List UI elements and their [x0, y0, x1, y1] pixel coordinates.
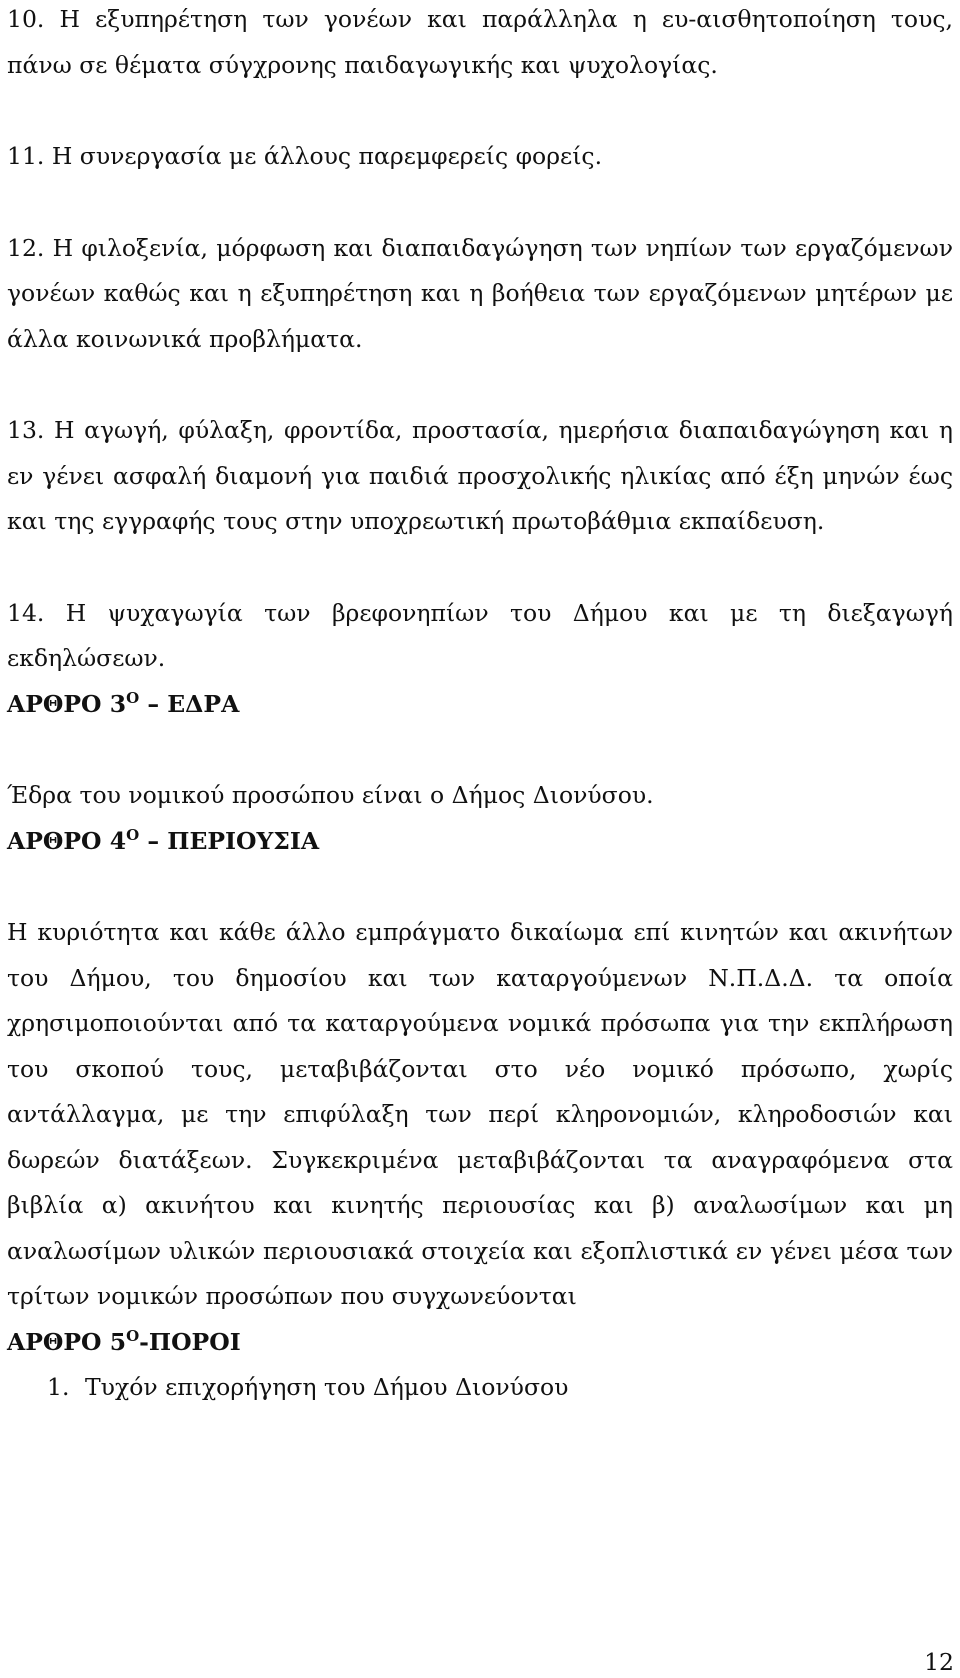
article-3-body: Έδρα του νομικού προσώπου είναι ο Δήμος Διονύσου.	[7, 781, 654, 809]
list-text: Τυχόν επιχορήγηση του Δήμου Διονύσου	[85, 1373, 569, 1401]
article-4-heading	[7, 819, 953, 865]
document-page	[7, 0, 953, 1411]
article-5-list-item	[7, 1365, 953, 1411]
article-3-heading	[7, 682, 953, 728]
article-4-body: Η κυριότητα και κάθε άλλο εμπράγματο δικαίωμα επί κινητών και ακινήτων του Δήμου, του δημοσίου και των καταργούμενων Ν.Π.Δ.Δ. τα οποία χρησιμοποιούνται από τα καταργούμενα νομικά πρόσωπα για την εκπλήρωση του σκοπού τους, μεταβιβάζονται στο νέο νομικό πρόσωπο, χωρίς αντάλλαγμα, με την επιφύλαξη των περί κληρονομιών, κληροδοσιών και δωρεών διατάξεων. Συγκεκριμένα μεταβιβάζονται τα αναγραφόμενα στα βιβλία α) ακινήτου και κινητής περιουσίας και β) αναλωσίμων και μη αναλωσίμων υλικών περιουσιακά στοιχεία και εξοπλιστικά εν γένει μέσα των τρίτων νομικών προσώπων που συγχωνεύονται	[7, 918, 953, 1310]
list-item-14: 14. Η ψυχαγωγία των βρεφονηπίων του Δήμου και με τη διεξαγωγή εκδηλώσεων.	[7, 598, 953, 672]
article-5-heading-post: -ΠΟΡΟΙ	[139, 1327, 241, 1356]
article-5-heading-sup: Ο	[126, 1326, 140, 1345]
list-item-10: 10. Η εξυπηρέτηση των γονέων και παράλληλα η ευ-αισθητοποίηση τους, πάνω σε θέματα σύγχρονης παιδαγωγικής και ψυχολογίας.	[7, 5, 953, 79]
article-4-heading-sup: Ο	[126, 825, 140, 844]
article-4-heading-pre: ΑΡΘΡΟ 4	[7, 826, 127, 855]
article-3-heading-post: – ΕΔΡΑ	[139, 689, 240, 718]
page-number: 12	[924, 1648, 954, 1676]
article-3-heading-sup: Ο	[126, 688, 140, 707]
article-5-heading-pre: ΑΡΘΡΟ 5	[7, 1327, 127, 1356]
list-number: 1.	[47, 1373, 70, 1401]
article-5-heading	[7, 1320, 953, 1366]
list-item-13: 13. Η αγωγή, φύλαξη, φροντίδα, προστασία, ημερήσια διαπαιδαγώγηση και η εν γένει ασφαλή διαμονή για παιδιά προσχολικής ηλικίας από έξη μηνών έως και της εγγραφής τους στην υποχρεωτική πρωτοβάθμια εκπαίδευση.	[7, 416, 953, 535]
list-item-11: 11. Η συνεργασία με άλλους παρεμφερείς φορείς.	[7, 142, 603, 170]
article-4-heading-post: – ΠΕΡΙΟΥΣΙΑ	[139, 826, 320, 855]
article-3-heading-pre: ΑΡΘΡΟ 3	[7, 689, 127, 718]
list-item-12: 12. Η φιλοξενία, μόρφωση και διαπαιδαγώγηση των νηπίων των εργαζόμενων γονέων καθώς και η εξυπηρέτηση και η βοήθεια των εργαζόμενων μητέρων με άλλα κοινωνικά προβλήματα.	[7, 233, 953, 353]
